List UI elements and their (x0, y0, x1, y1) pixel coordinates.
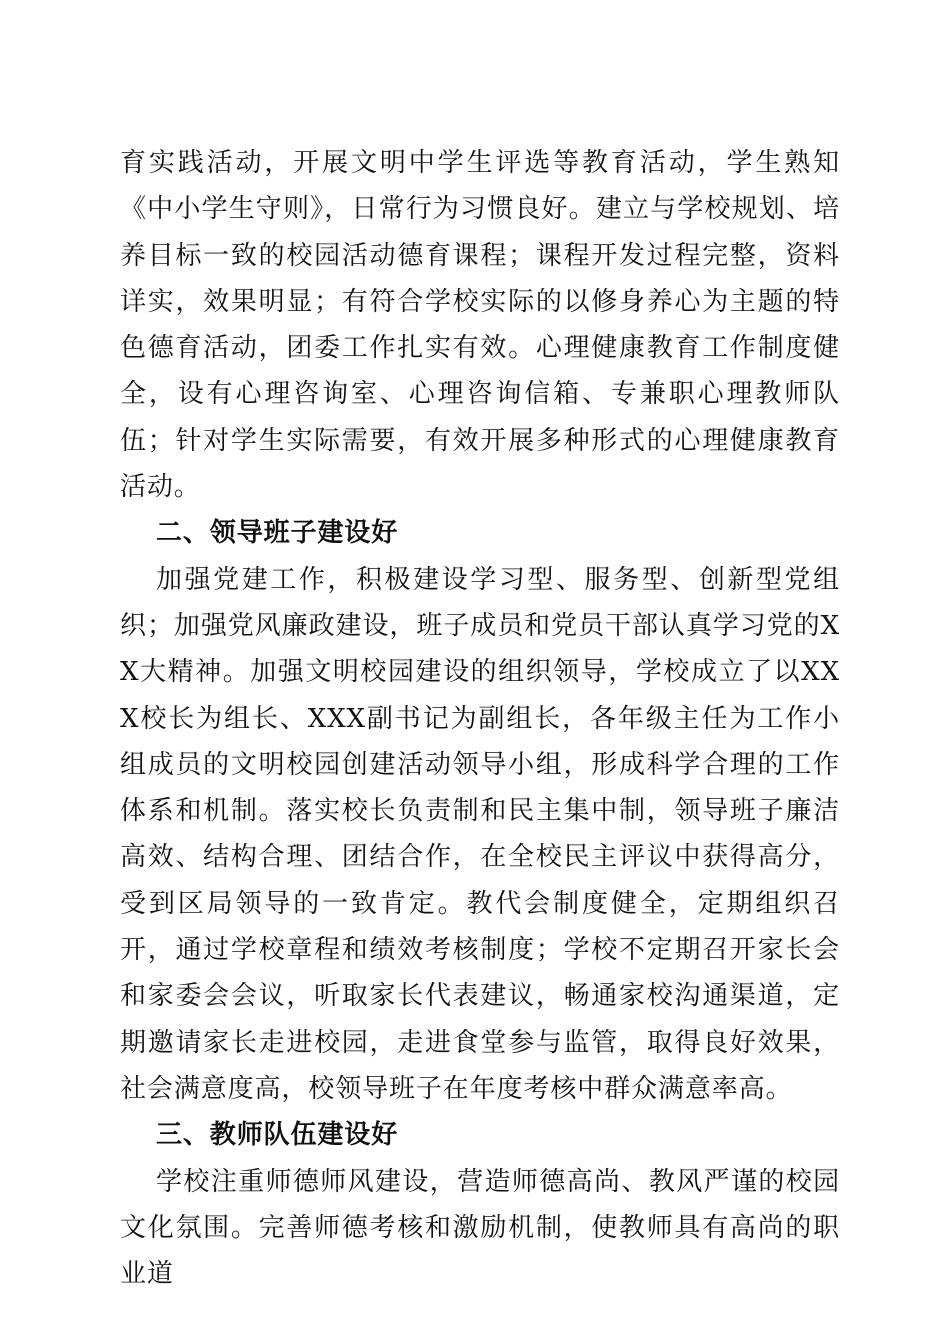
paragraph-teachers: 学校注重师德师风建设，营造师德高尚、教风严谨的校园文化氛围。完善师德考核和激励机制，使教师具有高尚的职业道 (120, 1166, 840, 1290)
document-page (120, 140, 840, 1297)
section-heading-teachers: 三、教师队伍建设好 (156, 1120, 399, 1151)
paragraph-continuation: 育实践活动，开展文明中学生评选等教育活动，学生熟知《中小学生守则》，日常行为习惯良好。建立与学校规划、培养目标一致的校园活动德育课程；课程开发过程完整，资料详实，效果明显；有符合学校实际的以修身养心为主题的特色德育活动，团委工作扎实有效。心理健康教育工作制度健全，设有心理咨询室、心理咨询信箱、专兼职心理教师队伍；针对学生实际需要，有效开展多种形式的心理健康教育活动。 (120, 148, 840, 503)
paragraph-leadership: 加强党建工作，积极建设学习型、服务型、创新型党组织；加强党风廉政建设，班子成员和党员干部认真学习党的XX大精神。加强文明校园建设的组织领导，学校成立了以XXX校长为组长、XXX副书记为副组长，各年级主任为工作小组成员的文明校园创建活动领导小组，形成科学合理的工作体系和机制。落实校长负责制和民主集中制，领导班子廉洁高效、结构合理、团结合作，在全校民主评议中获得高分，受到区局领导的一致肯定。教代会制度健全，定期组织召开，通过学校章程和绩效考核制度；学校不定期召开家长会和家委会会议，听取家长代表建议，畅通家校沟通渠道，定期邀请家长走进校园，走进食堂参与监管，取得良好效果，社会满意度高，校领导班子在年度考核中群众满意率高。 (120, 564, 840, 1104)
section-heading-leadership: 二、领导班子建设好 (156, 518, 399, 549)
